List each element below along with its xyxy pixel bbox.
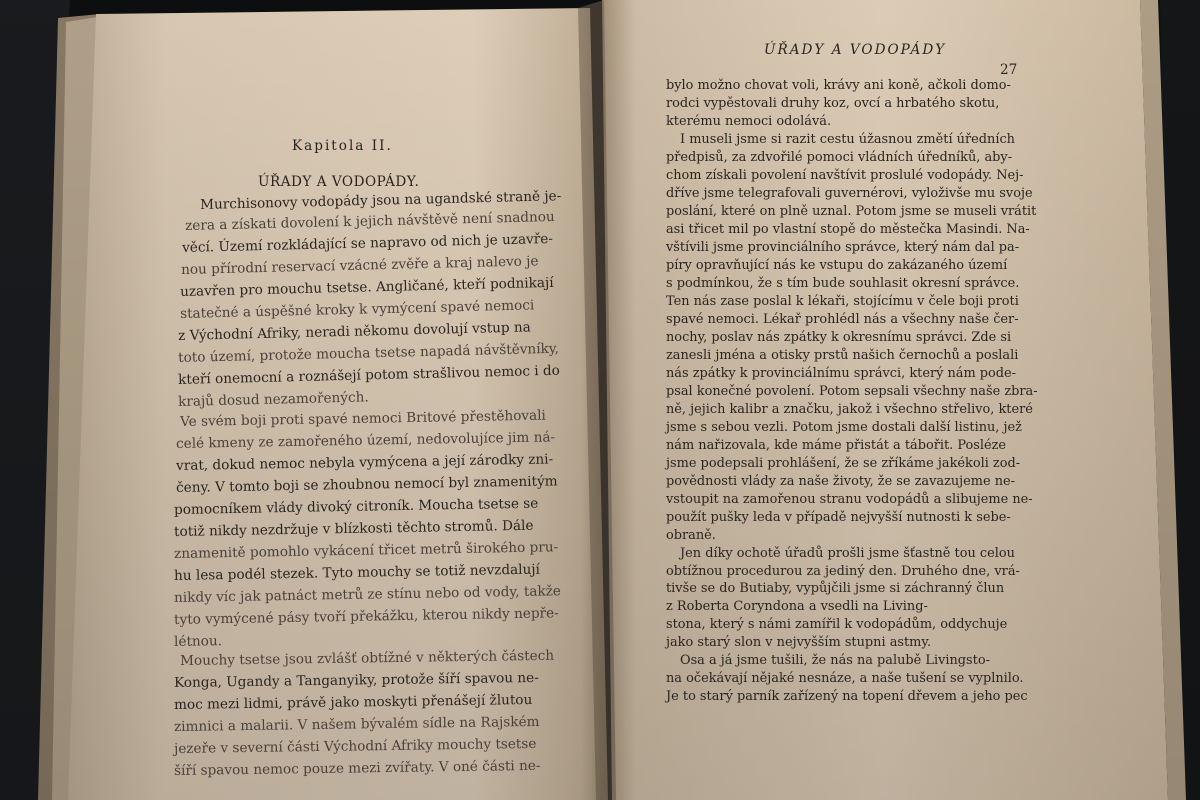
text-line: jako starý slon v nejvyšším stupni astmy. [666, 635, 932, 651]
text-line: Je to starý parník zařízený na topení dřevem a jeho pec [666, 689, 1028, 705]
text-line: píry opravňující nás ke vstupu do zakázaného území [666, 257, 1008, 273]
text-line: věcí. Území rozkládající se napravo od nich je uzavře- [181, 230, 554, 256]
text-line: nám nařizovala, kde máme přistát a tábořit. Posléze [666, 437, 1007, 453]
text-line: vrat, dokud nemoc nebyla vymýcena a její zárodky zni- [175, 451, 554, 474]
text-line: Jen díky ochotě úřadů prošli jsme šťastně tou celou [680, 545, 1015, 561]
text-line: kteří onemocní a roznášejí potom strašlivou nemoc i do [177, 362, 561, 388]
text-line: Ve svém boji proti spavé nemoci Britové přestěhovali [179, 407, 546, 430]
text-line: totiž nikdy nezdržuje v blízkosti těchto stromů. Dále [173, 517, 534, 540]
text-line: povědnosti vlády za naše životy, že se zavazujeme ne- [666, 473, 1016, 489]
text-line: znamenitě pomohlo vykácení třicet metrů širokého pru- [173, 539, 559, 562]
text-line: jsme podepsali prohlášení, že se zříkáme jakékoli zod- [666, 455, 1021, 471]
text-line: bylo možno chovat voli, krávy ani koně, ačkoli domo- [666, 78, 1011, 93]
text-line: zimnici a malarii. V našem bývalém sídle na Rajském [173, 713, 540, 735]
text-line: I museli jsme si razit cestu úžasnou změtí úředních [680, 131, 1015, 147]
text-line: krajů dosud nezamořených. [177, 389, 369, 410]
text-line: moc mezi lidmi, právě jako moskyti přenášejí žlutou [173, 691, 533, 713]
text-line: šíří spavou nemoc pouze mezi zvířaty. V oné části ne- [173, 757, 541, 779]
text-line: dříve jsme telegrafovali guvernérovi, vyloživše mu svoje [666, 185, 1033, 201]
text-line: jsme s sebou vezli. Potom jsme dostali další listinu, jež [666, 419, 1022, 435]
text-line: létnou. [173, 633, 223, 650]
text-line: tivše se do Butiaby, vypůjčili jsme si záchranný člun [666, 581, 1005, 597]
text-line: kterému nemoci odolává. [666, 113, 832, 129]
text-line: nás zpátky k provinciálnímu správci, který nám pode- [666, 365, 1017, 381]
text-line: toto území, protože moucha tsetse napadá návštěvníky, [177, 340, 560, 366]
text-line: pomocníkem vlády divoký citroník. Moucha tsetse se [173, 495, 539, 518]
text-line: nou přírodní reservací vzácné zvěře a kraj nalevo je [180, 253, 539, 278]
text-line: zanesli jména a otisky prstů našich černochů a poslali [666, 347, 1019, 363]
text-line: z Východní Afriky, neradi někomu dovolují vstup na [177, 319, 532, 344]
page-number: 27 [1000, 62, 1018, 78]
text-line: nikdy víc jak patnáct metrů ze stínu nebo od vody, takže [173, 583, 562, 606]
chapter-label: Kapitola II. [292, 138, 393, 154]
text-line: Ten nás zase poslal k lékaři, stojícímu v čele boji proti [666, 293, 1019, 309]
running-header: ÚŘADY A VODOPÁDY [764, 42, 947, 58]
text-line: obraně. [666, 527, 716, 543]
text-line: hu lesa podél stezek. Tyto mouchy se totiž nevzdalují [173, 561, 541, 584]
text-line: obtížnou procedurou za jediný den. Druhého dne, vrá- [666, 563, 1020, 579]
text-line: stona, který s námi zamířil k vodopádům, oddychuje [666, 617, 1008, 633]
chapter-title: ÚŘADY A VODOPÁDY. [258, 174, 420, 190]
text-line: jezeře v severní části Východní Afriky mouchy tsetse [173, 735, 537, 757]
text-line: ně, jejich kalibr a značku, jakož i všechno střelivo, které [666, 401, 1033, 417]
text-line: Mouchy tsetse jsou zvlášť obtížné v některých částech [179, 647, 555, 669]
text-line: vštívili jsme provinciálního správce, který nám dal pa- [666, 239, 1020, 255]
text-line: uzavřen pro mouchu tsetse. Angličané, kteří podnikají [179, 274, 554, 300]
text-line: rodci vypěstovali druhy koz, ovcí a hrbatého skotu, [666, 95, 1000, 111]
text-line: celé kmeny ze zamořeného území, nedovolujíce jim ná- [175, 429, 556, 452]
text-line: Konga, Ugandy a Tanganyiky, protože šíří spavou ne- [173, 669, 539, 691]
text-line: asi třicet mil po vlastní stopě do městečka Masindi. Na- [666, 221, 1030, 237]
text-line: tyto vymýcené pásy tvoří překážku, kterou nikdy nepře- [173, 605, 559, 628]
text-line: na očekávají nějaké nesnáze, a naše tušení se vyplnilo. [666, 671, 1024, 687]
text-line: psal konečné povolení. Potom sepsali všechny naše zbra- [666, 383, 1038, 399]
text-line: čeny. V tomto boji se zhoubnou nemocí byl znamenitým [175, 473, 558, 496]
text-line: poslání, které on plně uznal. Potom jsme se museli vrátit [666, 203, 1037, 219]
text-line: Murchisonovy vodopády jsou na ugandské straně je- [199, 188, 562, 213]
text-line: statečné a úspěšné kroky k vymýcení spavé nemoci [179, 297, 535, 322]
text-line: předpisů, za zdvořilé pomoci vládních úředníků, aby- [666, 149, 1013, 165]
text-line: zera a získati dovolení k jejich návštěvě není snadnou [184, 208, 555, 234]
text-line: použít pušky leda v případě nejvyšší nutnosti k sebe- [666, 509, 1011, 525]
text-line: vstoupit na zamořenou stranu vodopádů a slibujeme ne- [666, 491, 1033, 507]
text-line: s podmínkou, že s tím bude souhlasit okresní správce. [666, 275, 1020, 291]
text-line: z Roberta Coryndona a vsedli na Living- [666, 599, 928, 615]
text-line: spavé nemoci. Lékař prohlédl nás a všechny naše čer- [666, 311, 1019, 327]
text-line: nochy, poslav nás zpátky k okresnímu správci. Zde si [666, 329, 1012, 345]
text-line: Osa a já jsme tušili, že nás na palubě Livingsto- [680, 653, 990, 669]
text-line: chom získali povolení navštívit proslulé vodopády. Nej- [666, 167, 1024, 183]
